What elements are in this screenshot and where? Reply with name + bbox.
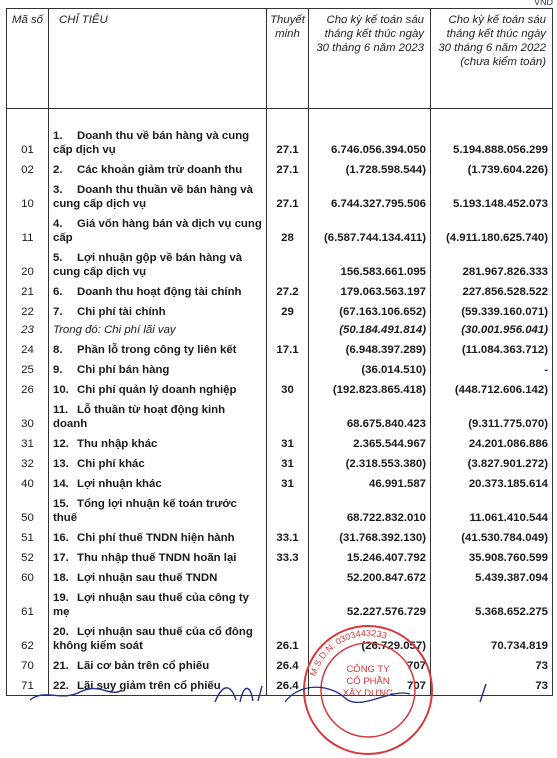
row-current-value: (1.728.598.544) bbox=[309, 159, 431, 179]
table-row bbox=[7, 125, 553, 159]
header-prior-text: Cho kỳ kế toán sáu tháng kết thúc ngày 30 tháng 6 năm 2022 bbox=[438, 14, 546, 54]
row-number: 3. bbox=[53, 184, 63, 196]
row-label-text: Chi phí tài chính bbox=[77, 306, 166, 318]
table-row bbox=[7, 339, 553, 359]
row-number: 4. bbox=[53, 218, 63, 230]
row-prior-value: 35.908.760.599 bbox=[431, 547, 553, 567]
row-code: 02 bbox=[7, 159, 49, 179]
row-label-text: Chi phí quản lý doanh nghiệp bbox=[77, 384, 237, 396]
seal-line-3: XÂY DỰNG bbox=[342, 688, 394, 699]
row-code: 32 bbox=[7, 453, 49, 473]
row-current-value: 156.583.661.095 bbox=[309, 247, 431, 281]
row-label-text: Lợi nhuận sau thuế của cổ đông không kiểm soát bbox=[53, 626, 253, 652]
signatures bbox=[0, 680, 557, 703]
seal-ring-text: M.S.D.N: 0303443233 bbox=[307, 627, 389, 678]
row-label bbox=[49, 587, 267, 621]
row-prior-value: (4.911.180.625.740) bbox=[431, 213, 553, 247]
row-note bbox=[267, 493, 309, 527]
row-note: 17.1 bbox=[267, 339, 309, 359]
row-label bbox=[49, 547, 267, 567]
row-note: 29 bbox=[267, 301, 309, 321]
row-prior-value: 24.201.086.886 bbox=[431, 433, 553, 453]
row-label bbox=[49, 125, 267, 159]
row-current-value: 2.365.544.967 bbox=[309, 433, 431, 453]
row-note bbox=[267, 399, 309, 433]
row-current-value: (31.768.392.130) bbox=[309, 527, 431, 547]
row-number: 17. bbox=[53, 552, 69, 564]
seal-line-1: CÔNG TY bbox=[346, 664, 390, 675]
row-number: 8. bbox=[53, 344, 63, 356]
row-label bbox=[49, 527, 267, 547]
row-number: 14. bbox=[53, 478, 69, 490]
row-label-text: Chi phí thuế TNDN hiện hành bbox=[77, 532, 235, 544]
header-prior-period bbox=[431, 9, 553, 109]
row-current-value: 6.746.056.394.050 bbox=[309, 125, 431, 159]
row-label-text: Chi phí bán hàng bbox=[77, 364, 170, 376]
row-prior-value: 20.373.185.614 bbox=[431, 473, 553, 493]
table-row bbox=[7, 213, 553, 247]
row-number: 13. bbox=[53, 458, 69, 470]
row-prior-value: 73 bbox=[431, 655, 553, 675]
row-prior-value: (9.311.775.070) bbox=[431, 399, 553, 433]
row-note: 28 bbox=[267, 213, 309, 247]
row-prior-value: 281.967.826.333 bbox=[431, 247, 553, 281]
table-row bbox=[7, 159, 553, 179]
row-code: 50 bbox=[7, 493, 49, 527]
header-current-text: Cho kỳ kế toán sáu tháng kết thúc ngày 30 tháng 6 năm 2023 bbox=[316, 14, 424, 54]
row-label bbox=[49, 473, 267, 493]
row-label-text: Doanh thu về bán hàng và cung cấp dịch vụ bbox=[53, 130, 250, 156]
row-code: 51 bbox=[7, 527, 49, 547]
row-prior-value: 5.193.148.452.073 bbox=[431, 179, 553, 213]
row-current-value: 52.200.847.672 bbox=[309, 567, 431, 587]
row-label-text: Lãi cơ bản trên cổ phiếu bbox=[77, 660, 210, 672]
row-prior-value: 73 bbox=[431, 675, 553, 695]
row-number: 9. bbox=[53, 364, 63, 376]
row-number: 12. bbox=[53, 438, 69, 450]
row-code: 60 bbox=[7, 567, 49, 587]
row-code: 10 bbox=[7, 179, 49, 213]
row-number: 1. bbox=[53, 130, 63, 142]
row-note bbox=[267, 567, 309, 587]
row-current-value: (2.318.553.380) bbox=[309, 453, 431, 473]
table-header-row bbox=[7, 9, 553, 109]
row-label bbox=[49, 453, 267, 473]
row-label-text: Thu nhập thuế TNDN hoãn lại bbox=[77, 552, 237, 564]
row-label bbox=[49, 655, 267, 675]
row-note: 31 bbox=[267, 473, 309, 493]
row-note: 27.2 bbox=[267, 281, 309, 301]
row-prior-value: (59.339.160.071) bbox=[431, 301, 553, 321]
header-note: Thuyết minh bbox=[267, 9, 309, 109]
row-current-value: 68.675.840.423 bbox=[309, 399, 431, 433]
row-label bbox=[49, 159, 267, 179]
row-note: 27.1 bbox=[267, 159, 309, 179]
row-current-value: (67.163.106.652) bbox=[309, 301, 431, 321]
row-note bbox=[267, 247, 309, 281]
row-current-value: 46.991.587 bbox=[309, 473, 431, 493]
row-number: 22. bbox=[53, 679, 69, 692]
row-prior-value: 5.368.652.275 bbox=[431, 587, 553, 621]
row-label bbox=[49, 281, 267, 301]
row-label-text: Giá vốn hàng bán và dịch vụ cung cấp bbox=[53, 218, 262, 244]
row-current-value: 707 bbox=[309, 675, 431, 695]
row-prior-value: 5.194.888.056.299 bbox=[431, 125, 553, 159]
row-label bbox=[49, 399, 267, 433]
row-label-text: Chi phí khác bbox=[77, 458, 145, 470]
row-number: 6. bbox=[53, 286, 63, 298]
header-code: Mã số bbox=[7, 9, 49, 109]
table-row bbox=[7, 655, 553, 675]
row-code: 21 bbox=[7, 281, 49, 301]
row-label-text: Lợi nhuận sau thuế của công ty mẹ bbox=[53, 592, 250, 618]
row-note bbox=[267, 359, 309, 379]
row-code: 11 bbox=[7, 213, 49, 247]
row-code: 62 bbox=[7, 621, 49, 655]
row-note: 27.1 bbox=[267, 179, 309, 213]
row-note: 31 bbox=[267, 453, 309, 473]
row-prior-value: 227.856.528.522 bbox=[431, 281, 553, 301]
table-row bbox=[7, 179, 553, 213]
table-row bbox=[7, 433, 553, 453]
row-number: 11. bbox=[53, 404, 69, 416]
row-label bbox=[49, 213, 267, 247]
row-note: 26.4 bbox=[267, 675, 309, 695]
row-number: 15. bbox=[53, 498, 69, 510]
row-prior-value: (11.084.363.712) bbox=[431, 339, 553, 359]
table-row bbox=[7, 453, 553, 473]
row-code: 71 bbox=[7, 675, 49, 695]
row-current-value: 179.063.563.197 bbox=[309, 281, 431, 301]
row-note: 27.1 bbox=[267, 125, 309, 159]
row-prior-value: (41.530.784.049) bbox=[431, 527, 553, 547]
row-current-value: (36.014.510) bbox=[309, 359, 431, 379]
row-number: 10. bbox=[53, 384, 69, 396]
row-code: 26 bbox=[7, 379, 49, 399]
row-label bbox=[49, 621, 267, 655]
row-note: 31 bbox=[267, 433, 309, 453]
row-prior-value: (1.739.604.226) bbox=[431, 159, 553, 179]
row-number: 2. bbox=[53, 164, 63, 176]
row-note: 33.1 bbox=[267, 527, 309, 547]
row-prior-value: (3.827.901.272) bbox=[431, 453, 553, 473]
row-label bbox=[49, 301, 267, 321]
row-label-text: Lãi suy giảm trên cổ phiếu bbox=[77, 679, 221, 692]
table-row bbox=[7, 587, 553, 621]
seal-line-2: CỔ PHẦN bbox=[346, 676, 390, 687]
row-code: 20 bbox=[7, 247, 49, 281]
row-label-text: Tổng lợi nhuận kế toán trước thuế bbox=[53, 498, 237, 524]
row-code: 30 bbox=[7, 399, 49, 433]
row-current-value: (6.948.397.289) bbox=[309, 339, 431, 359]
row-prior-value: 5.439.387.094 bbox=[431, 567, 553, 587]
table-row bbox=[7, 399, 553, 433]
row-current-value: 68.722.832.010 bbox=[309, 493, 431, 527]
row-code: 24 bbox=[7, 339, 49, 359]
row-label-text: Lợi nhuận sau thuế TNDN bbox=[77, 572, 218, 584]
row-current-value: (192.823.865.418) bbox=[309, 379, 431, 399]
row-label-text: Doanh thu hoạt động tài chính bbox=[77, 286, 242, 298]
row-label bbox=[49, 379, 267, 399]
row-number: 20. bbox=[53, 626, 69, 638]
header-current-period bbox=[309, 9, 431, 109]
row-current-value: (6.587.744.134.411) bbox=[309, 213, 431, 247]
row-current-value: 707 bbox=[309, 655, 431, 675]
row-code: 25 bbox=[7, 359, 49, 379]
row-prior-value: (448.712.606.142) bbox=[431, 379, 553, 399]
row-code: 40 bbox=[7, 473, 49, 493]
row-label bbox=[49, 359, 267, 379]
row-number: 21. bbox=[53, 660, 69, 672]
row-current-value: 15.246.407.792 bbox=[309, 547, 431, 567]
table-row bbox=[7, 547, 553, 567]
spacer-row bbox=[7, 109, 553, 126]
income-statement-table bbox=[6, 8, 553, 696]
header-item: CHỈ TIÊU bbox=[49, 9, 267, 109]
row-note bbox=[267, 587, 309, 621]
table-row bbox=[7, 473, 553, 493]
row-prior-value: 70.734.819 bbox=[431, 621, 553, 655]
row-note: 33.3 bbox=[267, 547, 309, 567]
row-label bbox=[49, 339, 267, 359]
row-label-text: Các khoản giảm trừ doanh thu bbox=[77, 164, 243, 176]
row-number: 5. bbox=[53, 252, 63, 264]
row-number: 16. bbox=[53, 532, 69, 544]
row-number: 18. bbox=[53, 572, 69, 584]
sub-row-code: 23 bbox=[7, 321, 49, 339]
page-corner-mark: VND bbox=[533, 0, 553, 7]
row-code: 01 bbox=[7, 125, 49, 159]
row-note: 26.1 bbox=[267, 621, 309, 655]
table-row bbox=[7, 379, 553, 399]
row-code: 22 bbox=[7, 301, 49, 321]
table-row bbox=[7, 359, 553, 379]
row-code: 31 bbox=[7, 433, 49, 453]
row-code: 52 bbox=[7, 547, 49, 567]
sub-row-label: Trong đó: Chi phí lãi vay bbox=[49, 321, 267, 339]
row-label bbox=[49, 179, 267, 213]
row-label-text: Phần lỗ trong công ty liên kết bbox=[77, 344, 237, 356]
row-prior-value: - bbox=[431, 359, 553, 379]
row-label bbox=[49, 493, 267, 527]
table-row-sub bbox=[7, 321, 553, 339]
table-row bbox=[7, 281, 553, 301]
row-number: 7. bbox=[53, 306, 63, 318]
row-current-value: (26.729.057) bbox=[309, 621, 431, 655]
table-row bbox=[7, 493, 553, 527]
row-label-text: Thu nhập khác bbox=[77, 438, 158, 450]
row-label-text: Lỗ thuần từ hoạt động kinh doanh bbox=[53, 404, 226, 430]
table-row bbox=[7, 301, 553, 321]
table-row bbox=[7, 567, 553, 587]
sub-row-prior-value: (30.001.956.041) bbox=[431, 321, 553, 339]
table-row bbox=[7, 247, 553, 281]
row-label-text: Doanh thu thuần về bán hàng và cung cấp dịch vụ bbox=[53, 184, 253, 210]
table-row bbox=[7, 527, 553, 547]
row-label-text: Lợi nhuận gộp về bán hàng và cung cấp dịch vụ bbox=[53, 252, 243, 278]
row-label bbox=[49, 567, 267, 587]
row-current-value: 6.744.327.795.506 bbox=[309, 179, 431, 213]
row-label bbox=[49, 433, 267, 453]
row-note: 26.4 bbox=[267, 655, 309, 675]
sub-row-current-value: (50.184.491.814) bbox=[309, 321, 431, 339]
row-current-value: 52.227.576.729 bbox=[309, 587, 431, 621]
row-code: 61 bbox=[7, 587, 49, 621]
header-prior-note: (chưa kiểm toán) bbox=[460, 56, 546, 68]
row-label-text: Lợi nhuận khác bbox=[77, 478, 162, 490]
row-prior-value: 11.061.410.544 bbox=[431, 493, 553, 527]
row-number: 19. bbox=[53, 592, 69, 604]
sub-row-note bbox=[267, 321, 309, 339]
table-row bbox=[7, 621, 553, 655]
row-note: 30 bbox=[267, 379, 309, 399]
row-code: 70 bbox=[7, 655, 49, 675]
row-label bbox=[49, 247, 267, 281]
